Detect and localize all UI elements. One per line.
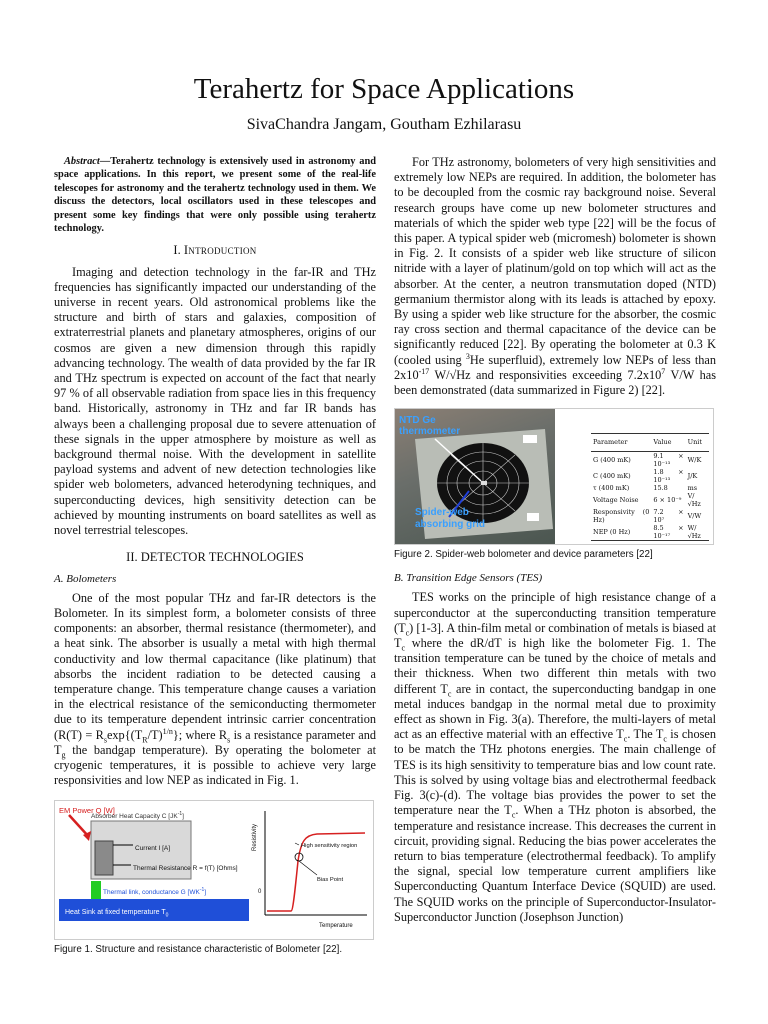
figure-1 [54, 800, 374, 940]
bias-point-pointer [299, 861, 317, 875]
table-header-unit: Unit [686, 434, 709, 452]
thermal-link-label: Thermal link, conductance G $[WK^{-1}]$ [103, 887, 207, 897]
table-row: Voltage Noise 6 × 10⁻⁹ V/√Hz [593, 492, 701, 509]
thermometer-element [95, 841, 113, 875]
intro-number: I. [173, 243, 181, 258]
em-power-label: EM Power Q [W] [59, 806, 115, 816]
table-row: C (400 mK) 1.8 × 10⁻¹³ J/K [593, 468, 698, 485]
table-row: NEP (0 Hz) 8.5 × 10⁻¹⁷ W/√Hz [591, 524, 709, 541]
bond-pad-2 [527, 513, 539, 521]
tes-paragraph: TES works on the principle of high resistance change of a superconductor at the superconducting transition temperature $(T_c)$ [1-3]. A thin-film metal or combination of metals is biased at $T_c$ where the dR/dT is high like the bolometer Fig. 1. The transition temperature can be tuned by the choice of metals and their thickness. When two different thin metals with two different $T_c$ are in contact, the superconducting bandgap in one metal induces bandgap in the normal metal due to proximity effect as shown in Fig. 3(a). Therefore, the multi-layers of metal act as an effective material with an effective $T_c$. The $T_c$ is chosen to be match the THz photons energies. The main challenge of TES is its high sensitivity to temperature bias and low count rate. This is solved by using voltage bias and electrothermal feedback Fig. 3(c)-(d). The voltage bias provides the power to set the temperature near the $T_c$. When a THz photon is absorbed, the temperature and resistance increase. This decreases the current in circuit, providing signal. Reducing the bias power accelerates the return to bias temperature (electrothermal feedback). To amplify the signal, special low temperature current amplifiers like Superconducting Quantum Interface Device (SQUID) are used. The SQUID works on the principle of Superconductor-Insulator-Superconductor Junction (Josephson Junction) [394, 590, 716, 924]
right-column [394, 155, 716, 925]
abstract-lead: Abstract [64, 156, 100, 167]
abstract [54, 155, 376, 235]
left-column [54, 155, 376, 956]
thermal-link-bar [91, 881, 101, 899]
heat-sink-label: Heat Sink at fixed temperature $T_0$ [65, 909, 169, 919]
detectors-title: DETECTOR TECHNOLOGIES [140, 550, 304, 565]
figure-2-caption: Figure 2. Spider-web bolometer and device parameters [22] [394, 549, 653, 561]
high-sensitivity-pointer [295, 843, 299, 845]
subsection-tes: B. Transition Edge Sensors (TES) [394, 572, 543, 585]
spider-web-label: Spider-web absorbing grid [415, 507, 485, 531]
figure-1-caption: Figure 1. Structure and resistance characteristic of Bolometer [22]. [54, 944, 343, 956]
current-label: Current I [A] [135, 845, 171, 853]
parameter-table [591, 433, 709, 541]
high-sensitivity-label: High sensitivity region [301, 843, 358, 850]
subsection-bolometers: A. Bolometers [54, 572, 117, 585]
detectors-number: II. [126, 550, 138, 565]
absorber-label: Absorber Heat Capacity C $[JK^{-1}]$ [91, 811, 184, 821]
intro-title: Introduction [183, 243, 257, 258]
parameter-table-wrap [591, 433, 709, 541]
intro-paragraph: Imaging and detection technology in the far-IR and THz frequencies has significantly impacted our understanding of the universe in recent years. Old astronomical problems like the structure and birth of stars and galaxies, composition of extraterrestrial planets and planetary atmospheres, origins of our cosmos are given a new dimension through this rapidly advancing technology. The wealth of data provided by the far IR and THz spectrum is expected on account of the fact that nearly 97 % of all observable radiation from space lies in this frequency band. Historically, astronomy in THz and far IR bands has always been a challenging proposal due to severe attenuation of these signals in the upper atmosphere by moisture as well as background thermal noise. With the development in satellite payload systems and advent of new detection technologies like spider web bolometers, advanced heterodyning techniques, and superconducting devices, high sensitivity detection can be achieved by mounting instruments on board satellites as well as novel terrestrial telescopes. [54, 264, 376, 538]
spider-web-paragraph: For THz astronomy, bolometers of very high sensitivities and extremely low NEPs are required. In addition, the bolometer has to be decoupled from the cosmic ray background noise. Several research groups have come up new bolometer structures and materials of which the spider web type [22] will be the focus of this paper. A typical spider web (micromesh) bolometer is shown in Fig. 2. It consists of a spider web like structure of silicon nitride with a layer of platinum/gold on top which will act as the absorber. At the center, a neutron transmutation doped (NTD) germanium thermistor along with its leads is attached by epoxy. By using a spider web like structure for the absorber, the cosmic ray cross section and thermal capacitance of the device can be significantly reduced [22]. By operating the bolometer at 0.3 K (cooled using $^3$He superfluid), extremely low NEPs of less than $2x10^{-17}$ W/√Hz and responsivities exceeding $7.2x10^7$ V/W has been demonstrated (data summarized in Figure 2) [22]. [394, 155, 717, 398]
section-heading-detectors [54, 550, 376, 565]
paper-title: Terahertz for Space Applications [193, 73, 575, 105]
paper-authors: SivaChandra Jangam, Goutham Ezhilarasu [246, 116, 522, 133]
table-row: G (400 mK) 9.1 × 10⁻¹³ W/K [593, 452, 702, 469]
table-row: Responsivity (0 Hz) 7.2 × 10⁷ V/W [593, 508, 702, 525]
section-heading-introduction [54, 243, 376, 258]
table-header-row [591, 434, 709, 452]
figure-2 [394, 408, 714, 545]
graph-zero-label: 0 [258, 889, 262, 896]
ntd-thermistor [481, 481, 487, 485]
table-row: τ (400 mK) 15.8 ms [593, 484, 698, 493]
abstract-text: Terahertz technology is extensively used in astronomy and space applications. In this report, we present some of the real-life telescopes for astronomy and the terahertz technology used in them. We discuss the detectors, local oscillators used in these telescopes and present some key findings that were only possible using terahertz technology. [54, 156, 376, 235]
table-header-parameter: Parameter [591, 434, 651, 452]
abstract-dash: — [99, 156, 111, 167]
thermal-resistance-label: Thermal Resistance R = f(T) [Ohms] [133, 865, 238, 873]
graph-x-label: Temperature [319, 923, 353, 930]
graph-y-label: Resistivity [252, 824, 258, 852]
table-header-value: Value [651, 434, 685, 452]
bias-point-label: Bias Point [317, 877, 344, 884]
ntd-label: NTD Ge thermometer [399, 415, 461, 438]
bolometer-paragraph: One of the most popular THz and far-IR detectors is the Bolometer. In its simplest form, a bolometer consists of three components: an absorber, thermal resistance (thermometer), and a heat sink. The absorber is usually a metal with high thermal conductivity and low thermal capacitance (like platinum) that absorbs the incident radiation to be detected causing a temperature change. This temperature change causes a variation in the electrical resistance of the semiconducting thermometer due to its temperature dependent intrinsic carrier concentration ($R(T) = R_s\exp\{(T_R/T)^{1/n}\}$; where $R_s$ is a resistance parameter and $T_g$ the bandgap temperature). By operating the bolometer at cryogenic temperatures, it is possible to achieve very large responsivities and low NEP as indicated in Fig. 1. [54, 590, 376, 788]
bond-pad-1 [523, 435, 537, 443]
bolometer-photo [395, 409, 555, 544]
